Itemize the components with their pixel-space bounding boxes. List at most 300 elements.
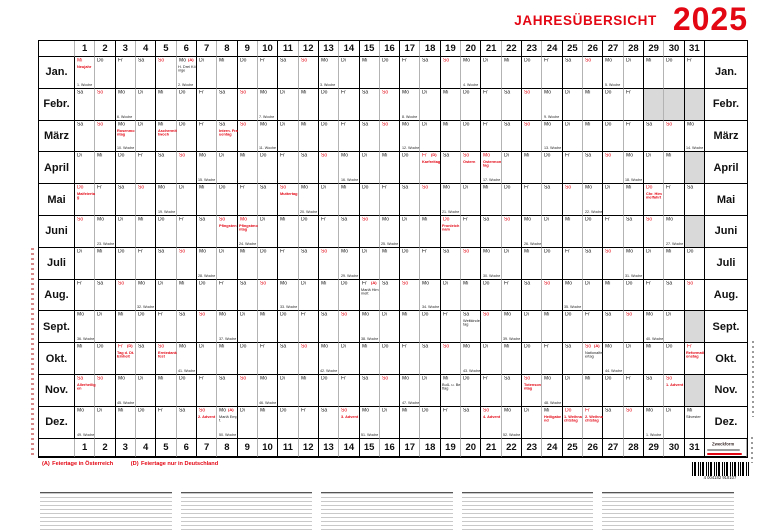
day-cell: Do: [217, 184, 237, 216]
day-cell: Mo 52. Woche: [503, 407, 521, 437]
day-cell: Di: [238, 407, 258, 439]
week-number-label: 45. Woche: [117, 401, 135, 405]
header-day-number: 3: [116, 41, 136, 57]
day-cell: Do: [319, 121, 339, 153]
day-cell: Sa: [299, 248, 319, 280]
day-cell: Fr: [258, 343, 278, 375]
day-cell: Di: [238, 311, 258, 343]
footer-day-number: 11: [278, 439, 298, 457]
day-cell: Mo 29. Woche: [340, 248, 359, 278]
day-cell: Mo 22. Woche: [584, 185, 602, 214]
day-cell: So 3. Advent: [339, 407, 359, 439]
day-cell: Fr: [156, 311, 176, 343]
day-cell: Mi: [339, 184, 359, 216]
week-number-label: 37. Woche: [218, 337, 237, 342]
day-cell: Mo 9. Woche: [542, 89, 562, 121]
header-day-number: 31: [685, 41, 705, 57]
day-cell: Di: [75, 152, 95, 184]
day-cell: Mi: [95, 248, 115, 280]
holiday-label: Mariä Himmelf.: [361, 287, 379, 296]
day-cell: Fr: [95, 184, 115, 216]
day-cell: So: [441, 343, 461, 375]
day-cell: Fr: [197, 89, 217, 121]
day-cell: Fr: [339, 89, 359, 121]
week-number-label: 16. Woche: [340, 178, 359, 183]
day-cell: Sa Allerheiligen: [75, 375, 95, 407]
calendar-grid: [38, 40, 748, 458]
week-number-label: 42. Woche: [320, 369, 338, 373]
footer-day-number: 29: [644, 439, 664, 457]
day-cell: Di: [603, 184, 623, 216]
holiday-label: Erntedankfest: [157, 351, 177, 359]
day-cell: Mi: [156, 375, 176, 407]
footer-day-number: 28: [624, 439, 644, 457]
day-cell: Fr: [624, 89, 644, 121]
day-cell: Mi: [441, 89, 461, 121]
day-cell: Sa Intern. Frauentag: [217, 121, 237, 153]
day-cell: Di: [217, 152, 237, 184]
header-day-number: 14: [339, 41, 359, 57]
header-day-number: 25: [563, 41, 583, 57]
day-cell: Sa: [502, 121, 522, 153]
day-cell: Mo 16. Woche: [340, 153, 359, 183]
week-number-label: 40. Woche: [645, 337, 663, 342]
day-cell: Sa: [441, 152, 461, 184]
day-cell: Mo 14. Woche: [686, 121, 704, 151]
day-cell: Fr: [278, 248, 298, 280]
day-cell: Mo 11. Woche: [259, 121, 277, 151]
day-cell: Fr: [542, 57, 562, 89]
day-cell: Sa: [156, 152, 176, 184]
day-cell: Do: [258, 248, 278, 280]
week-number-label: 29. Woche: [340, 273, 359, 278]
week-number-label: 51. Woche: [361, 432, 379, 437]
page-title: JAHRESÜBERSICHT: [514, 13, 657, 29]
day-cell: Di: [481, 343, 501, 375]
day-cell: So: [380, 89, 400, 121]
day-cell: Do Fronleichnam: [441, 216, 461, 248]
day-cell: Mi Buß- u. Bettag: [441, 375, 461, 407]
day-cell: Di: [278, 375, 298, 407]
day-cell: Sa: [319, 407, 339, 439]
week-number-label: 22. Woche: [584, 210, 602, 214]
barcode-digits: 4 004182 918107: [703, 476, 737, 481]
day-cell: Do: [522, 343, 542, 375]
header-day-number: 20: [461, 41, 481, 57]
day-cell: Sa: [360, 375, 380, 407]
brand-name: Zweckform: [711, 441, 735, 447]
day-cell: So: [319, 152, 339, 184]
day-cell: Mi: [197, 184, 217, 216]
day-cell: Mi: [380, 248, 400, 280]
day-cell: So: [481, 311, 501, 343]
day-cell: Do: [258, 152, 278, 184]
day-cell: Mi: [522, 248, 542, 280]
day-cell: Di: [197, 343, 217, 375]
week-number-label: 15. Woche: [198, 178, 216, 183]
header-day-number: 16: [380, 41, 400, 57]
day-cell: Mo 27. Woche: [665, 216, 684, 246]
week-number-label: 11. Woche: [259, 146, 277, 151]
legend-germany-marker: (D): [130, 461, 139, 467]
day-cell: Di: [75, 248, 95, 280]
header-day-number: 21: [481, 41, 501, 57]
day-cell: Sa: [461, 407, 481, 439]
right-vertical-microtext: [752, 341, 754, 417]
day-cell: Do: [522, 57, 542, 89]
footer-day-number: 30: [664, 439, 684, 457]
day-cell: Fr: [420, 248, 440, 280]
day-cell: Do: [95, 343, 115, 375]
day-cell: Do: [177, 121, 197, 153]
day-cell: Mi: [319, 280, 339, 312]
holiday-label: Intern. Frauentag: [218, 128, 238, 137]
holiday-label: Maifeiertag: [76, 192, 95, 200]
day-cell: So Pfingsten: [217, 216, 237, 248]
day-cell: Fr (A) Mariä Himmelf.: [360, 280, 380, 312]
header-day-number: 8: [217, 41, 237, 57]
holiday-label: Heiligabend: [543, 414, 562, 423]
footer-day-number: 3: [116, 439, 136, 457]
day-cell: Di: [136, 89, 156, 121]
holiday-label: Muttertag: [279, 192, 298, 197]
day-cell: So: [339, 311, 359, 343]
day-cell: Di: [441, 280, 461, 312]
day-cell: Mi: [278, 216, 298, 248]
day-cell: Do: [238, 57, 258, 89]
day-cell: Fr: [380, 184, 400, 216]
day-cell: So: [238, 121, 258, 153]
day-cell: Do: [319, 375, 339, 407]
day-cell: Do: [563, 311, 583, 343]
day-cell: Sa: [644, 375, 664, 407]
day-cell: So: [563, 184, 583, 216]
day-cell: Fr: [441, 407, 461, 439]
day-cell: Sa: [583, 152, 603, 184]
day-cell: [685, 89, 705, 121]
day-cell: Mo 46. Woche: [259, 375, 277, 405]
day-cell: Sa Weltkindertag: [461, 311, 481, 343]
day-cell: Fr: [299, 311, 319, 343]
day-cell: So: [461, 248, 481, 280]
header-day-number: 12: [299, 41, 319, 57]
day-cell: Mo 32. Woche: [137, 280, 155, 310]
day-cell: Mi: [542, 311, 562, 343]
fine-print-block: [602, 492, 734, 530]
day-cell: Di: [360, 152, 380, 184]
day-cell: Di: [217, 248, 237, 280]
day-cell: [685, 152, 705, 184]
week-number-label: 26. Woche: [523, 242, 541, 246]
header-day-number: 23: [522, 41, 542, 57]
month-label-left: Aug.: [39, 280, 75, 312]
day-cell: Di: [177, 184, 197, 216]
footer-day-number: 14: [339, 439, 359, 457]
day-cell: Fr: [75, 280, 95, 312]
week-number-label: 13. Woche: [543, 146, 562, 151]
day-cell: Di: [522, 311, 542, 343]
day-cell: Di: [360, 248, 380, 280]
week-number-label: 52. Woche: [503, 432, 521, 437]
day-cell: Do: [116, 248, 136, 280]
day-cell: Sa: [217, 375, 237, 407]
day-cell: Do: [542, 248, 562, 280]
day-cell: Fr: [624, 121, 644, 153]
month-label-left: Sept.: [39, 311, 75, 343]
month-label-right: März: [705, 121, 747, 153]
day-cell: [685, 375, 705, 407]
day-cell: Mo 42. Woche: [320, 344, 338, 373]
year-label: 2025: [672, 1, 748, 37]
title-bar: [514, 1, 748, 37]
footer-day-number: 26: [583, 439, 603, 457]
day-cell: Di: [420, 89, 440, 121]
month-label-right: Febr.: [705, 89, 747, 121]
left-vertical-microtext: [31, 248, 34, 456]
day-cell: Do: [116, 152, 136, 184]
header-day-number: 2: [95, 41, 115, 57]
footer-day-number: 13: [319, 439, 339, 457]
day-cell: So: [238, 375, 258, 407]
day-cell: Di: [339, 343, 359, 375]
day-cell: Mi: [522, 152, 542, 184]
day-cell: Di: [664, 311, 684, 343]
day-cell: Fr (D) Karfreitag: [420, 152, 440, 184]
holiday-label: Totensonntag: [523, 382, 541, 391]
week-number-label: 39. Woche: [503, 337, 521, 342]
day-cell: So: [380, 375, 400, 407]
week-number-label: 32. Woche: [137, 305, 155, 310]
fine-print-strip: [40, 492, 734, 530]
day-cell: Sa: [136, 57, 156, 89]
day-cell: So: [95, 375, 115, 407]
day-cell: Mi: [258, 407, 278, 439]
week-number-label: 10. Woche: [117, 146, 135, 151]
week-number-label: 21. Woche: [442, 210, 460, 214]
day-cell: Sa: [136, 343, 156, 375]
day-cell: Mo Pfingstmontag 24. Woche: [239, 216, 258, 246]
holiday-label: Neujahr: [76, 65, 91, 69]
day-cell: Do: [400, 152, 420, 184]
day-cell: Mi: [563, 216, 583, 248]
day-cell: Do: [95, 57, 115, 89]
day-cell: Sa: [278, 57, 298, 89]
footer-day-number: 4: [136, 439, 156, 457]
corner-cell: [39, 439, 75, 457]
day-cell: Sa: [603, 311, 623, 343]
day-cell: Mi: [299, 121, 319, 153]
day-cell: Fr: [583, 311, 603, 343]
footer-day-number: 20: [461, 439, 481, 457]
day-cell: Do: [583, 216, 603, 248]
holiday-label: 1. Advent: [665, 382, 684, 387]
footer-day-number: 22: [502, 439, 522, 457]
right-vertical-microtext: [751, 437, 753, 463]
holiday-label: H. Drei Könige: [178, 65, 196, 73]
week-number-label: 31. Woche: [625, 273, 643, 278]
day-cell: Mo 23. Woche: [96, 216, 115, 246]
day-cell: Mi Silvester: [685, 407, 705, 439]
holiday-region-marker: (A): [187, 58, 194, 63]
holiday-label: Pfingsten: [218, 223, 237, 228]
day-cell: Mo 28. Woche: [198, 248, 216, 278]
holiday-region-marker: (A): [370, 280, 377, 285]
day-cell: Mo 40. Woche: [645, 312, 663, 342]
holiday-label: 2. Weihnachtstag: [584, 414, 603, 423]
footer-day-number: 24: [542, 439, 562, 457]
day-cell: Fr: [278, 152, 298, 184]
day-cell: Di: [542, 216, 562, 248]
day-cell: Mi: [664, 248, 684, 280]
week-number-label: 17. Woche: [482, 178, 501, 183]
week-number-label: 34. Woche: [421, 305, 440, 310]
day-cell: Sa: [502, 89, 522, 121]
day-cell: Mi: [603, 280, 623, 312]
fine-print-block: [40, 492, 172, 530]
month-label-left: Dez.: [39, 407, 75, 439]
day-cell: Sa: [400, 184, 420, 216]
day-cell: Mo 48. Woche: [543, 375, 562, 405]
day-cell: Do: [319, 89, 339, 121]
day-cell: Mo Ostermontag 17. Woche: [482, 153, 502, 183]
day-cell: Sa: [258, 184, 278, 216]
day-cell: Di: [583, 280, 603, 312]
month-label-left: April: [39, 152, 75, 184]
brand-logo: [705, 439, 747, 457]
day-cell: So: [685, 280, 705, 312]
holiday-label: Pfingstmontag: [239, 223, 258, 232]
day-cell: Di: [136, 375, 156, 407]
day-cell: Fr: [522, 184, 542, 216]
day-cell: So: [177, 248, 197, 280]
holiday-region-marker: (D): [431, 153, 438, 158]
day-cell: Sa: [75, 121, 95, 153]
day-cell: Di: [95, 311, 115, 343]
holiday-label: Weltkindertag: [462, 319, 481, 328]
week-number-label: 35. Woche: [564, 305, 582, 310]
day-cell: Mi: [360, 57, 380, 89]
day-cell: Di: [299, 280, 319, 312]
day-cell: Mo 34. Woche: [421, 280, 440, 310]
day-cell: Do: [339, 280, 359, 312]
month-label-left: Febr.: [39, 89, 75, 121]
day-cell: Do: [177, 375, 197, 407]
day-cell: Di: [136, 121, 156, 153]
footer-day-number: 31: [685, 439, 705, 457]
day-cell: Mo 21. Woche: [442, 185, 460, 214]
day-cell: Fr: [563, 248, 583, 280]
day-cell: Sa: [156, 248, 176, 280]
day-cell: Di: [502, 152, 522, 184]
week-number-label: 1. Woche: [645, 432, 661, 437]
month-label-right: Jan.: [705, 57, 747, 89]
day-cell: So: [420, 184, 440, 216]
day-cell: Do: [461, 375, 481, 407]
day-cell: Do: [156, 216, 176, 248]
week-number-label: 50. Woche: [218, 432, 237, 437]
week-number-label: 8. Woche: [401, 114, 417, 119]
day-cell: Mo 45. Woche: [117, 375, 135, 405]
day-cell: So 4. Advent: [481, 407, 501, 439]
day-cell: Di: [420, 375, 440, 407]
day-cell: So: [95, 89, 115, 121]
footer-day-number: 8: [217, 439, 237, 457]
holiday-label: Ostern: [462, 160, 476, 165]
day-cell: Do: [603, 375, 623, 407]
day-cell: Mo 33. Woche: [279, 280, 298, 310]
fine-print-block: [462, 492, 594, 530]
day-cell: Sa: [624, 216, 644, 248]
day-cell: Fr: [197, 121, 217, 153]
day-cell: Sa: [278, 343, 298, 375]
day-cell: Mi: [75, 343, 95, 375]
day-cell: Mi: [502, 343, 522, 375]
day-cell: Mo 7. Woche: [258, 89, 278, 121]
header-day-number: 22: [502, 41, 522, 57]
day-cell: So: [238, 89, 258, 121]
month-label-left: Jan.: [39, 57, 75, 89]
brand-url-line: [707, 453, 742, 455]
day-cell: Do: [400, 248, 420, 280]
day-cell: Fr: [481, 375, 501, 407]
day-cell: Di: [644, 152, 664, 184]
day-cell: Fr: [563, 152, 583, 184]
month-label-right: Juni: [705, 216, 747, 248]
day-cell: Mo 39. Woche: [503, 312, 521, 342]
day-cell: Sa: [95, 280, 115, 312]
header-day-number: 18: [420, 41, 440, 57]
day-cell: Do: [299, 216, 319, 248]
day-cell: Di: [522, 407, 542, 439]
day-cell: Mi: [136, 216, 156, 248]
day-cell: Fr: [339, 121, 359, 153]
month-label-left: März: [39, 121, 75, 153]
day-cell: Di: [461, 184, 481, 216]
day-cell: So: [400, 280, 420, 312]
day-cell: Sa: [75, 89, 95, 121]
day-cell: So: [197, 311, 217, 343]
day-cell: Mo 30. Woche: [482, 248, 501, 278]
day-cell: Sa: [563, 57, 583, 89]
day-cell: Do: [664, 343, 684, 375]
holiday-label: 3. Advent: [340, 414, 358, 419]
day-cell: Mi: [299, 89, 319, 121]
week-number-label: 44. Woche: [604, 369, 623, 373]
day-cell: Di: [319, 184, 339, 216]
day-cell: Sa: [319, 311, 339, 343]
day-cell: Di: [278, 121, 298, 153]
day-cell: Mi: [502, 57, 522, 89]
holiday-label: Rosenmontag: [117, 128, 135, 137]
month-label-left: Nov.: [39, 375, 75, 407]
footer-day-number: 5: [156, 439, 176, 457]
week-number-label: 41. Woche: [178, 369, 196, 373]
day-cell: So: [299, 343, 319, 375]
header-day-number: 19: [441, 41, 461, 57]
corner-cell: [39, 41, 75, 57]
day-cell: So: [360, 216, 380, 248]
day-cell: Mo 49. Woche: [76, 407, 94, 437]
day-cell: Mo Rosenmontag 10. Woche: [117, 121, 135, 151]
day-cell: So (A) Nationalfeiertag: [583, 343, 603, 375]
month-label-right: Aug.: [705, 280, 747, 312]
week-number-label: 23. Woche: [96, 242, 115, 246]
day-cell: Di: [502, 248, 522, 280]
day-cell: Fr: [624, 375, 644, 407]
day-cell: Fr: [481, 121, 501, 153]
day-cell: Di: [481, 57, 501, 89]
day-cell: Mi: [644, 57, 664, 89]
